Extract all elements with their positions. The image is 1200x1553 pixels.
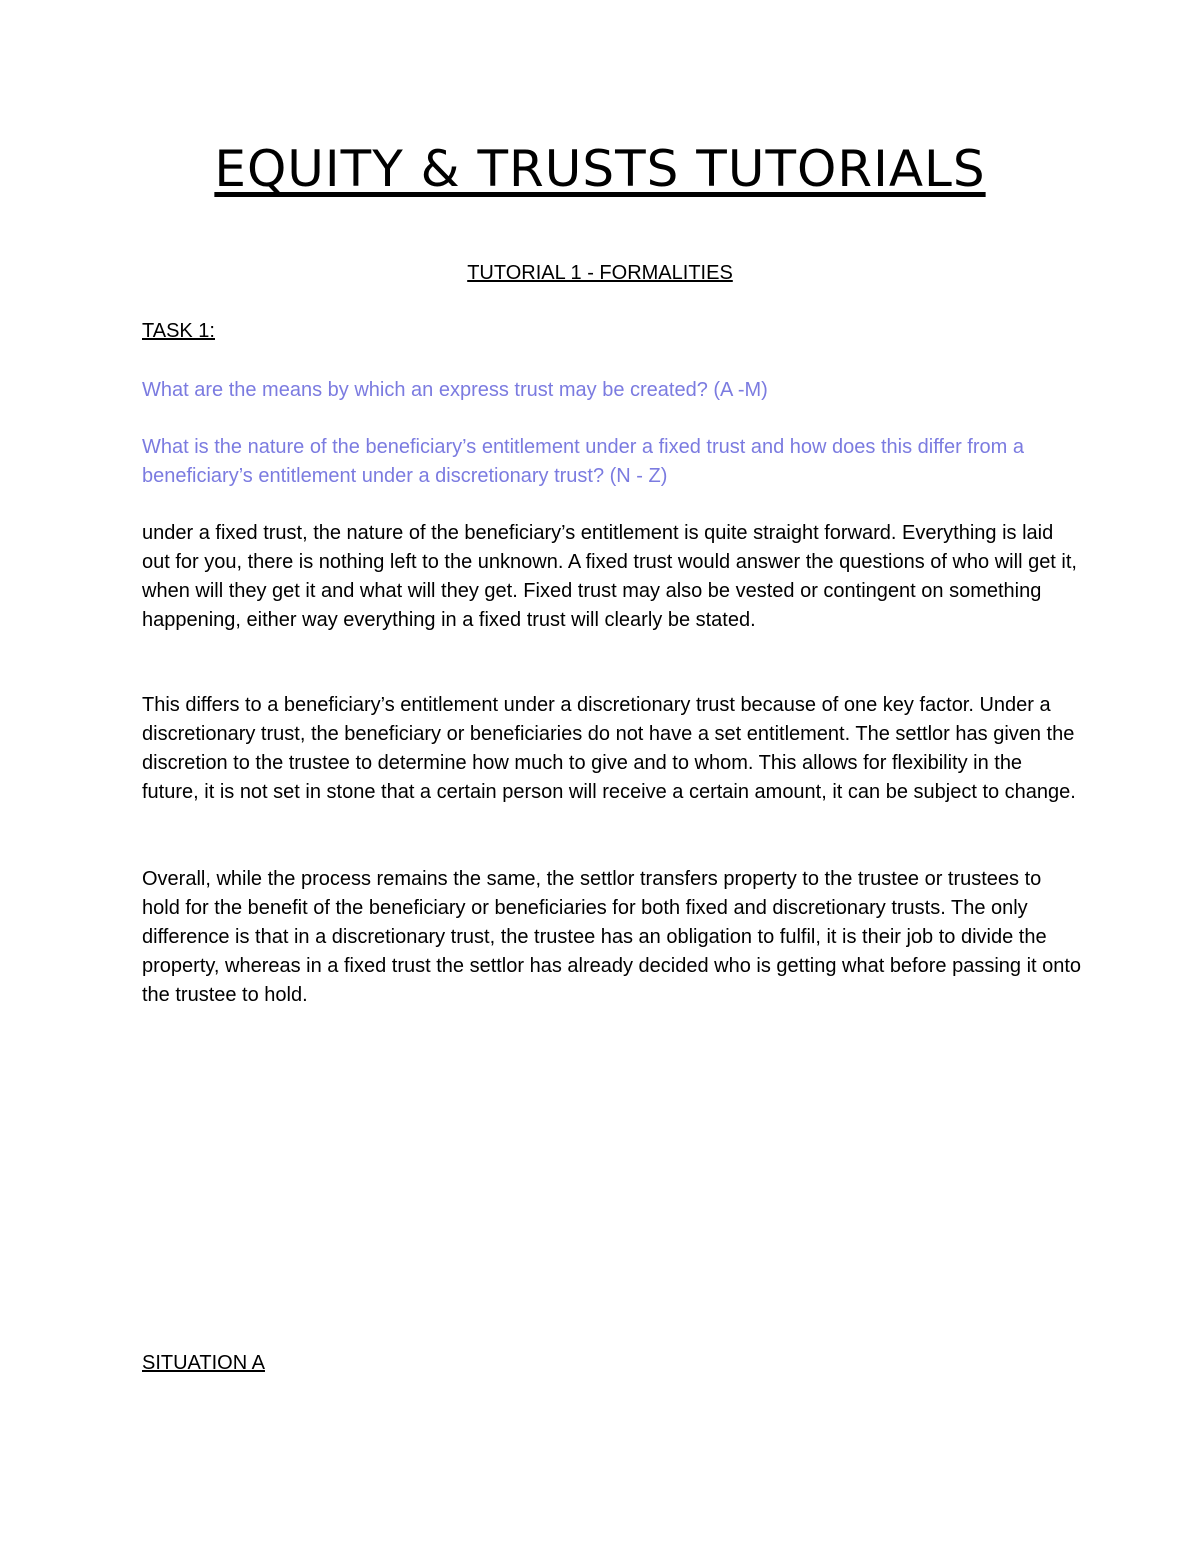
answer-paragraph-3: Overall, while the process remains the same, the settlor transfers property to the trustee or trustees to hold for the benefit of the beneficiary or beneficiaries for both fixed and discretionary trusts. The only difference is that in a discretionary trust, the trustee has an obligation to fulfil, it is their job to divide the property, whereas in a fixed trust the settlor has already decided who is getting what before passing it onto the trustee to hold.	[142, 868, 1082, 1006]
answer-paragraph-2: This differs to a beneficiary’s entitlement under a discretionary trust because of one key factor. Under a discretionary trust, the beneficiary or beneficiaries do not have a set entitlement. The settlor has given the discretion to the trustee to determine how much to give and to whom. This allows for flexibility in the future, it is not set in stone that a certain person will receive a certain amount, it can be subject to change.	[142, 694, 1076, 803]
tutorial-subtitle: TUTORIAL 1 - FORMALITIES	[467, 262, 733, 284]
question-2: What is the nature of the beneficiary’s entitlement under a fixed trust and how does this differ from a beneficiary’s entitlement under a discretionary trust? (N - Z)	[142, 436, 1024, 487]
task-label: TASK 1:	[142, 320, 215, 342]
answer-paragraph-1: under a fixed trust, the nature of the beneficiary’s entitlement is quite straight forward. Everything is laid out for you, there is nothing left to the unknown. A fixed trust would answer the questions of who will get it, when will they get it and what will they get. Fixed trust may also be vested or contingent on something happening, either way everything in a fixed trust will clearly be stated.	[142, 522, 1077, 631]
document-title: EQUITY & TRUSTS TUTORIALS	[214, 140, 986, 198]
situation-a-heading: SITUATION A	[142, 1352, 265, 1374]
question-1: What are the means by which an express trust may be created? (A -M)	[142, 379, 768, 401]
